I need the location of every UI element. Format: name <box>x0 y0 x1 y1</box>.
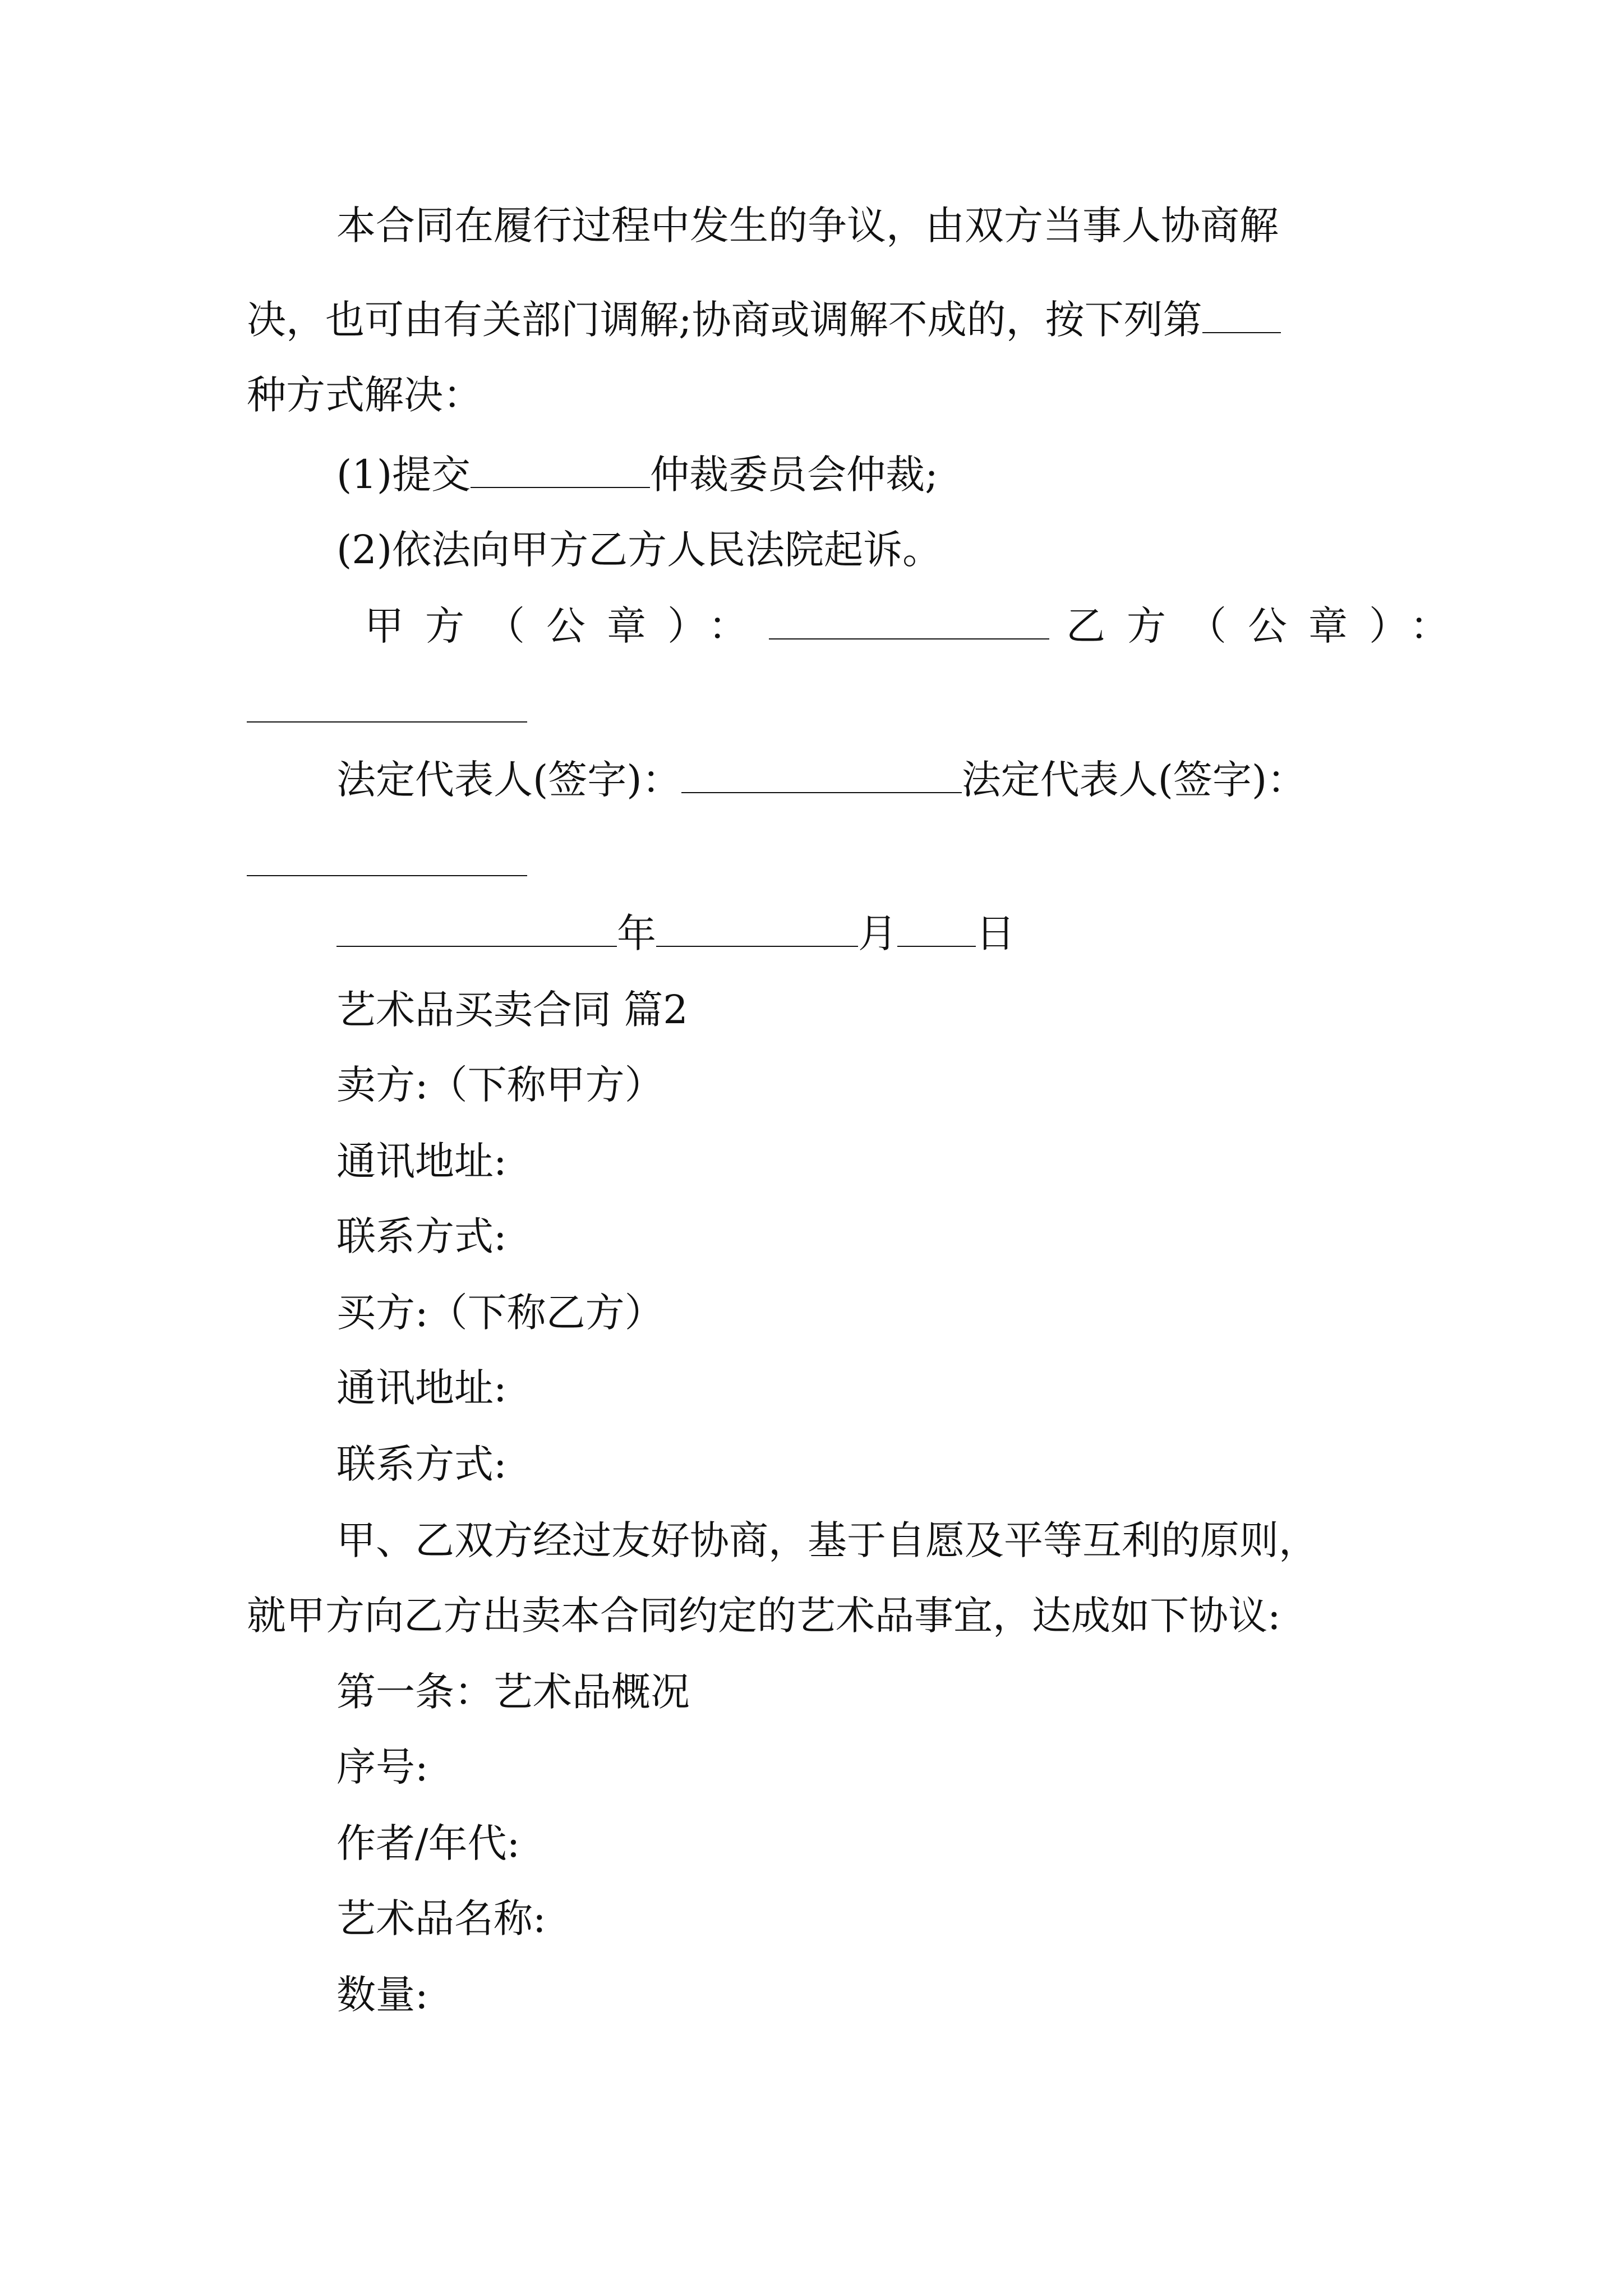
option-2: (2)依法向甲方乙方人民法院起诉。 <box>336 527 942 573</box>
buyer-line: 买方:（下称乙方） <box>336 1290 664 1336</box>
rep-b-label: 法定代表人(签字)： <box>961 757 1307 803</box>
party-a-seal-label: 甲方（公章）： <box>365 603 769 649</box>
field-artwork-name: 艺术品名称: <box>336 1895 546 1941</box>
dispute-line-3: 种方式解决： <box>247 372 482 418</box>
seller-contact: 联系方式: <box>336 1213 507 1259</box>
seal-line <box>365 598 1470 654</box>
dispute-line-2-text: 决，也可由有关部门调解;协商或调解不成的，按下列第 <box>247 297 1202 343</box>
option-1 <box>336 447 938 503</box>
rep-b-blank <box>247 875 527 876</box>
dispute-line-2 <box>247 292 1281 348</box>
dispute-line-1: 本合同在履行过程中发生的争议，由双方当事人协商解 <box>336 203 1279 249</box>
representative-line <box>336 752 1306 808</box>
seller-address: 通讯地址: <box>336 1138 507 1184</box>
field-quantity: 数量: <box>336 1972 428 2018</box>
article-1-heading: 第一条：艺术品概况 <box>336 1669 690 1715</box>
rep-a-blank <box>681 752 962 793</box>
field-author: 作者/年代: <box>336 1820 520 1866</box>
option-number-blank <box>1202 292 1281 333</box>
year-blank <box>336 905 617 947</box>
buyer-address: 通讯地址: <box>336 1365 507 1411</box>
party-a-seal-blank <box>769 598 1049 639</box>
field-serial: 序号: <box>336 1744 428 1790</box>
day-blank <box>897 905 976 947</box>
day-label: 日 <box>976 910 1015 956</box>
intro-line-1: 甲、乙双方经过友好协商，基于自愿及平等互利的原则， <box>336 1517 1318 1563</box>
arbitration-blank <box>471 447 650 488</box>
option-1-suffix: 仲裁委员会仲裁; <box>650 452 938 498</box>
date-line <box>336 905 1015 961</box>
year-label: 年 <box>617 910 656 956</box>
party-b-seal-blank <box>247 721 527 723</box>
party-b-seal-label: 乙方（公章）： <box>1066 603 1470 649</box>
intro-line-2: 就甲方向乙方出卖本合同约定的艺术品事宜，达成如下协议: <box>247 1593 1281 1639</box>
seller-line: 卖方:（下称甲方） <box>336 1062 664 1108</box>
buyer-contact: 联系方式: <box>336 1441 507 1487</box>
option-1-prefix: (1)提交 <box>336 452 471 498</box>
month-label: 月 <box>858 910 897 956</box>
rep-a-label: 法定代表人(签字)： <box>336 757 681 803</box>
month-blank <box>656 905 858 947</box>
contract-2-title: 艺术品买卖合同 篇2 <box>336 987 688 1033</box>
